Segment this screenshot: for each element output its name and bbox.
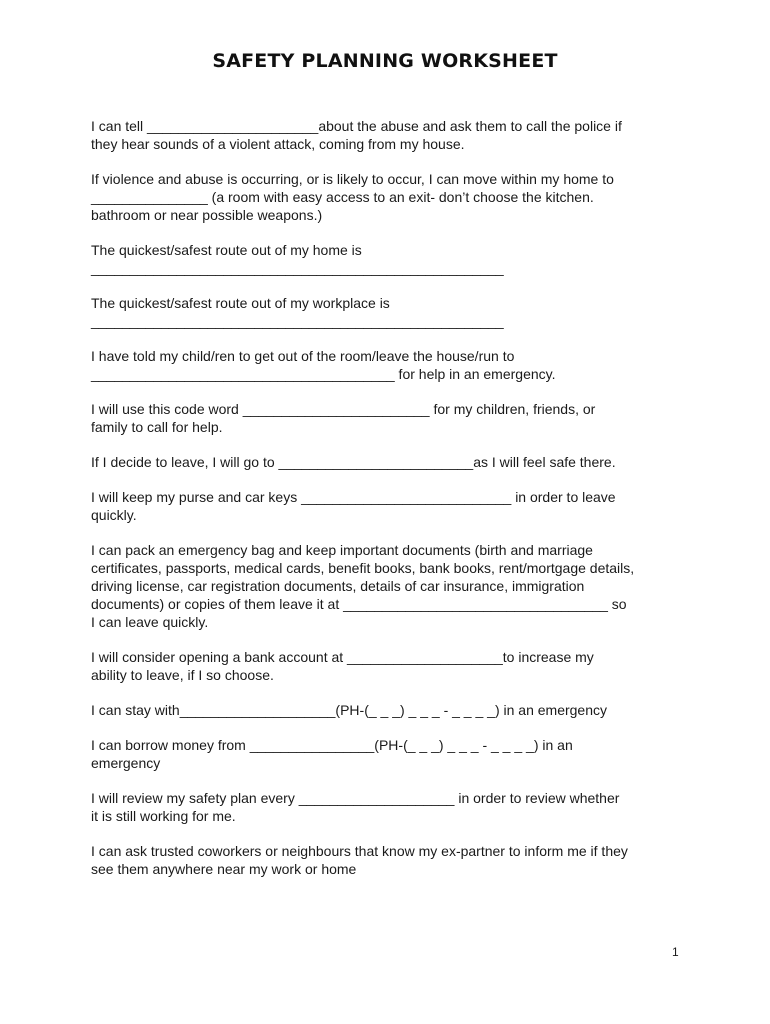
paragraph-line: I will review my safety plan every ____________________ in order to review whether xyxy=(91,790,620,806)
paragraph-line: _______________________________________ for help in an emergency. xyxy=(91,366,556,382)
paragraph-line: I can ask trusted coworkers or neighbours that know my ex-partner to inform me if they xyxy=(91,843,628,859)
paragraph-line: The quickest/safest route out of my workplace is xyxy=(91,295,390,311)
worksheet-paragraph-9 xyxy=(91,541,691,631)
paragraph-line: they hear sounds of a violent attack, coming from my house. xyxy=(91,136,465,152)
paragraph-line: I can stay with____________________(PH-(_ _ _) _ _ _ - _ _ _ _) in an emergency xyxy=(91,702,607,718)
paragraph-line: I can leave quickly. xyxy=(91,614,209,630)
paragraph-line: If I decide to leave, I will go to _________________________as I will feel safe there. xyxy=(91,454,616,470)
worksheet-paragraph-8 xyxy=(91,488,691,524)
page-number: 1 xyxy=(672,945,679,959)
worksheet-paragraph-3 xyxy=(91,241,691,277)
worksheet-paragraph-2 xyxy=(91,170,691,224)
worksheet-paragraph-5 xyxy=(91,347,691,383)
paragraph-line: documents) or copies of them leave it at __________________________________ so xyxy=(91,596,627,612)
paragraph-line: it is still working for me. xyxy=(91,808,236,824)
paragraph-line: see them anywhere near my work or home xyxy=(91,861,357,877)
paragraph-line: emergency xyxy=(91,755,161,771)
worksheet-paragraph-12 xyxy=(91,736,691,772)
worksheet-paragraph-4 xyxy=(91,294,691,330)
worksheet-paragraph-13 xyxy=(91,789,691,825)
paragraph-line: The quickest/safest route out of my home is xyxy=(91,242,362,258)
worksheet-paragraph-10 xyxy=(91,648,691,684)
worksheet-paragraph-11 xyxy=(91,701,691,719)
paragraph-line: _____________________________________________________ xyxy=(91,313,504,329)
paragraph-line: I can borrow money from ________________(PH-(_ _ _) _ _ _ - _ _ _ _) in an xyxy=(91,737,573,753)
worksheet-body xyxy=(91,117,691,895)
paragraph-line: I will consider opening a bank account at ____________________to increase my xyxy=(91,649,594,665)
paragraph-line: driving license, car registration documents, details of car insurance, immigration xyxy=(91,578,585,594)
worksheet-paragraph-6 xyxy=(91,400,691,436)
worksheet-paragraph-1 xyxy=(91,117,691,153)
paragraph-line: If violence and abuse is occurring, or is likely to occur, I can move within my home to xyxy=(91,171,614,187)
paragraph-line: certificates, passports, medical cards, benefit books, bank books, rent/mortgage details, xyxy=(91,560,635,576)
page-title: SAFETY PLANNING WORKSHEET xyxy=(212,50,558,72)
paragraph-line: bathroom or near possible weapons.) xyxy=(91,207,323,223)
paragraph-line: ability to leave, if I so choose. xyxy=(91,667,274,683)
worksheet-paragraph-7 xyxy=(91,453,691,471)
paragraph-line: I will keep my purse and car keys ___________________________ in order to leave xyxy=(91,489,616,505)
paragraph-line: I can pack an emergency bag and keep important documents (birth and marriage xyxy=(91,542,593,558)
paragraph-line: family to call for help. xyxy=(91,419,223,435)
paragraph-line: I have told my child/ren to get out of the room/leave the house/run to xyxy=(91,348,515,364)
paragraph-line: _____________________________________________________ xyxy=(91,260,504,276)
paragraph-line: I can tell ______________________about the abuse and ask them to call the police if xyxy=(91,118,622,134)
paragraph-line: I will use this code word ________________________ for my children, friends, or xyxy=(91,401,596,417)
paragraph-line: _______________ (a room with easy access to an exit- don’t choose the kitchen. xyxy=(91,189,594,205)
worksheet-paragraph-14 xyxy=(91,842,691,878)
paragraph-line: quickly. xyxy=(91,507,137,523)
